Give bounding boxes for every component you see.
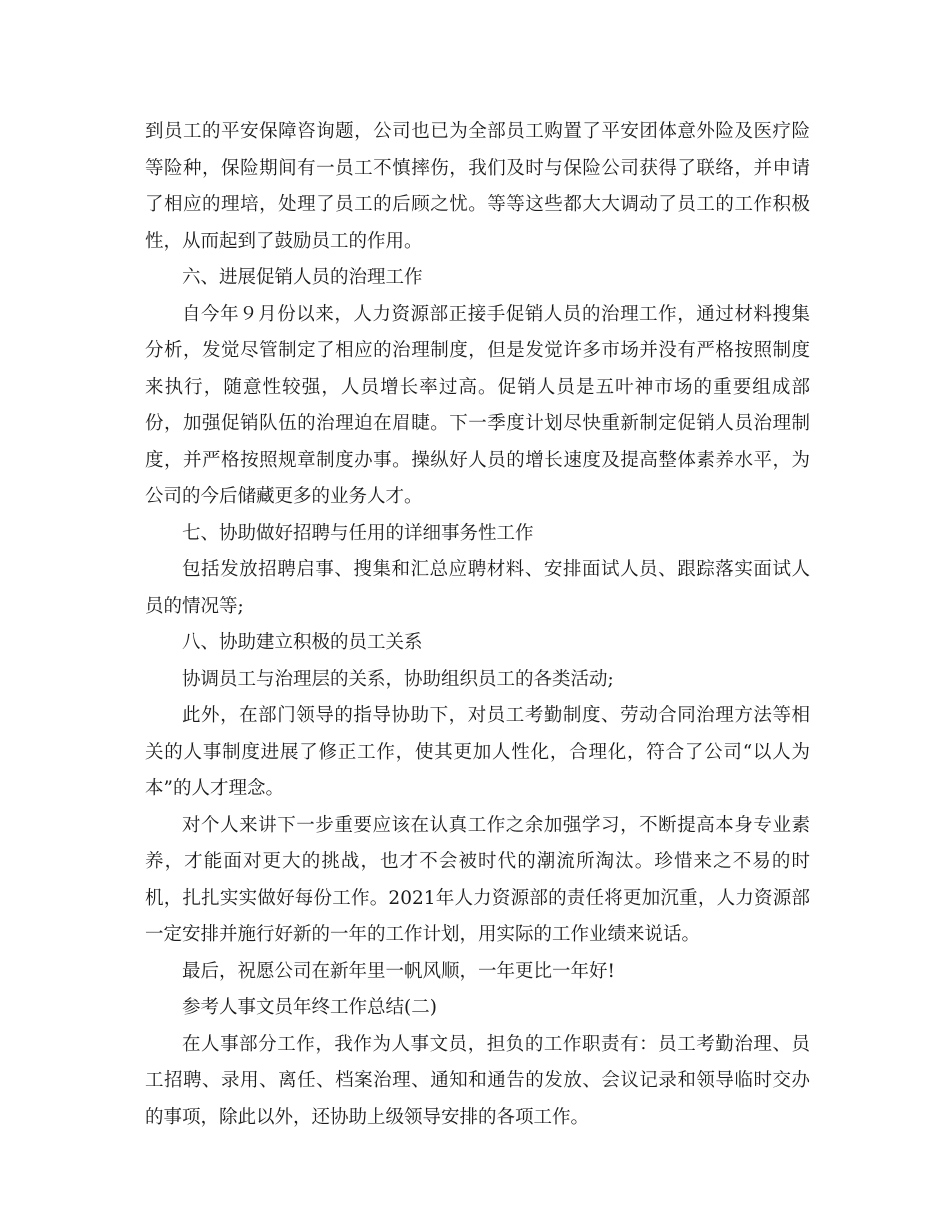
paragraph-closing-wish: 最后，祝愿公司在新年里一帆风顺，一年更比一年好! (182, 960, 615, 982)
paragraph-employee-relations: 协调员工与治理层的关系，协助组织员工的各类活动; (182, 668, 614, 690)
paragraph-insurance-continuation: 到员工的平安保障咨询题，公司也已为全部员工购置了平安团体意外险及医疗险等险种，保险期间有一员工不慎摔伤，我们及时与保险公司获得了联络，并申请了相应的理培，处理了员工的后顾之忧。等等这些都大大调动了员工的工作积极性，从而起到了鼓励员工的作用。 (145, 121, 810, 252)
section-heading-recruitment: 七、协助做好招聘与任用的详细事务性工作 (182, 522, 534, 544)
document-body (145, 114, 810, 1136)
section-heading-employee-relations: 八、协助建立积极的员工关系 (182, 632, 423, 653)
paragraph-hr-policies: 此外，在部门领导的指导协助下，对员工考勤制度、劳动合同治理方法等相关的人事制度进展了修正工作，使其更加人性化，合理化，符合了公司“以人为本”的人才理念。 (145, 705, 810, 799)
paragraph-promotion-staff: 自今年９月份以来，人力资源部正接手促销人员的治理工作，通过材料搜集分析，发觉尽管制定了相应的治理制度，但是发觉许多市场并没有严格按照制度来执行，随意性较强，人员增长率过高。促销人员是五叶神市场的重要组成部份，加强促销队伍的治理迫在眉睫。下一季度计划尽快重新制定促销人员治理制度，并严格按照规章制度办事。操纵好人员的增长速度及提高整体素养水平，为公司的今后储藏更多的业务人才。 (145, 303, 810, 507)
paragraph-clerk-duties: 在人事部分工作，我作为人事文员，担负的工作职责有：员工考勤治理、员工招聘、录用、离任、档案治理、通知和通告的发放、会议记录和领导临时交办的事项，除此以外，还协助上级领导安排的各项工作。 (145, 1033, 810, 1128)
paragraph-personal-outlook: 对个人来讲下一步重要应该在认真工作之余加强学习，不断提高本身专业素养，才能面对更大的挑战，也才不会被时代的潮流所淘汰。珍惜来之不易的时机，扎扎实实做好每份工作。2021年人力资源部的责任将更加沉重，人力资源部一定安排并施行好新的一年的工作计划，用实际的工作业绩来说话。 (145, 814, 810, 945)
section-heading-promotion-staff: 六、进展促销人员的治理工作 (182, 267, 423, 288)
paragraph-recruitment: 包括发放招聘启事、搜集和汇总应聘材料、安排面试人员、跟踪落实面试人员的情况等; (145, 559, 810, 617)
section-heading-clerk-summary-2: 参考人事文员年终工作总结(二) (182, 997, 437, 1018)
